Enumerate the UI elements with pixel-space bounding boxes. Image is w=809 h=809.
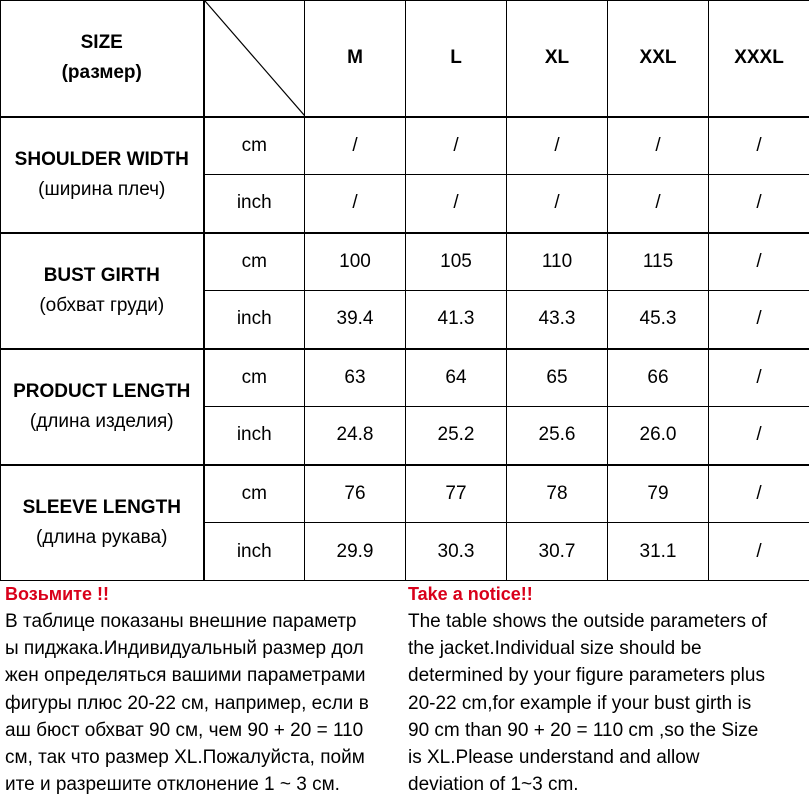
size-header-xxl: XXL [608,1,709,117]
value-cell: 105 [406,233,507,291]
table-row [1,465,809,523]
value-cell: / [709,407,809,465]
value-cell: / [608,117,709,175]
header-row [1,1,809,117]
value-cell: 100 [305,233,406,291]
value-cell: / [305,175,406,233]
value-cell: / [608,175,709,233]
param-title: PRODUCT LENGTH [13,380,191,402]
value-cell: 115 [608,233,709,291]
size-subtitle: (размер) [61,62,142,84]
diagonal-corner-cell [204,1,305,117]
notice-russian [5,581,400,809]
value-cell: 25.2 [406,407,507,465]
value-cell: 66 [608,349,709,407]
table-row [1,233,809,291]
value-cell: / [406,117,507,175]
diagonal-line [205,1,305,116]
unit-cell: cm [204,465,305,523]
unit-cell: inch [204,523,305,581]
value-cell: / [507,117,608,175]
notice-title-ru: Возьмите !! [5,584,109,604]
table-row [1,349,809,407]
size-header-xl: XL [507,1,608,117]
notice-body-en: The table shows the outside parameters of the jacket.Individual size should be determined by your figure parameters plus 20-22 cm,for example if your bust girth is 90 cm than 90 + 20 = 110 cm ,so the Size is XL.Please understand and allow deviation of 1~3 cm. [408,611,768,796]
value-cell: 30.3 [406,523,507,581]
param-subtitle: (длина рукава) [36,526,168,548]
value-cell: / [709,117,809,175]
unit-cell: cm [204,117,305,175]
value-cell: 65 [507,349,608,407]
param-subtitle: (ширина плеч) [38,178,166,200]
unit-cell: cm [204,349,305,407]
notice-title-en: Take a notice!! [408,584,533,604]
value-cell: / [709,465,809,523]
size-header-xxxl: XXXL [709,1,809,117]
notice-body-ru: В таблице показаны внешние параметр ы пиджака.Индивидуальный размер дол жен определяться вашими параметрами фигуры плюс 20-22 см, например, если в аш бюст обхват 90 см, чем 90 + 20 = 110 см, так что размер XL.Пожалуйста, пойм ите и разрешите отклонение 1 ~ 3 см. [5,611,369,796]
value-cell: 39.4 [305,291,406,349]
value-cell: / [507,175,608,233]
value-cell: / [709,349,809,407]
value-cell: 31.1 [608,523,709,581]
value-cell: / [709,233,809,291]
param-title: SHOULDER WIDTH [14,148,189,170]
value-cell: 41.3 [406,291,507,349]
size-header-cell [1,1,204,117]
value-cell: 76 [305,465,406,523]
param-subtitle: (длина изделия) [29,410,174,432]
value-cell: 64 [406,349,507,407]
size-title: SIZE [80,32,123,54]
value-cell: / [305,117,406,175]
unit-cell: inch [204,291,305,349]
value-cell: 45.3 [608,291,709,349]
param-label-shoulder-width [1,117,204,233]
param-title: SLEEVE LENGTH [22,496,181,518]
value-cell: / [709,523,809,581]
param-subtitle: (обхват груди) [39,294,165,316]
param-label-bust-girth [1,233,204,349]
value-cell: 30.7 [507,523,608,581]
value-cell: / [709,291,809,349]
notice-english [408,581,806,809]
value-cell: 79 [608,465,709,523]
param-label-product-length [1,349,204,465]
value-cell: / [709,175,809,233]
param-label-sleeve-length [1,465,204,581]
value-cell: 25.6 [507,407,608,465]
value-cell: 26.0 [608,407,709,465]
value-cell: 29.9 [305,523,406,581]
value-cell: 24.8 [305,407,406,465]
table-row [1,117,809,175]
value-cell: 63 [305,349,406,407]
unit-cell: inch [204,407,305,465]
value-cell: 43.3 [507,291,608,349]
size-header-m: M [305,1,406,117]
size-header-l: L [406,1,507,117]
value-cell: 77 [406,465,507,523]
unit-cell: inch [204,175,305,233]
unit-cell: cm [204,233,305,291]
value-cell: 78 [507,465,608,523]
value-cell: / [406,175,507,233]
param-title: BUST GIRTH [43,264,160,286]
value-cell: 110 [507,233,608,291]
